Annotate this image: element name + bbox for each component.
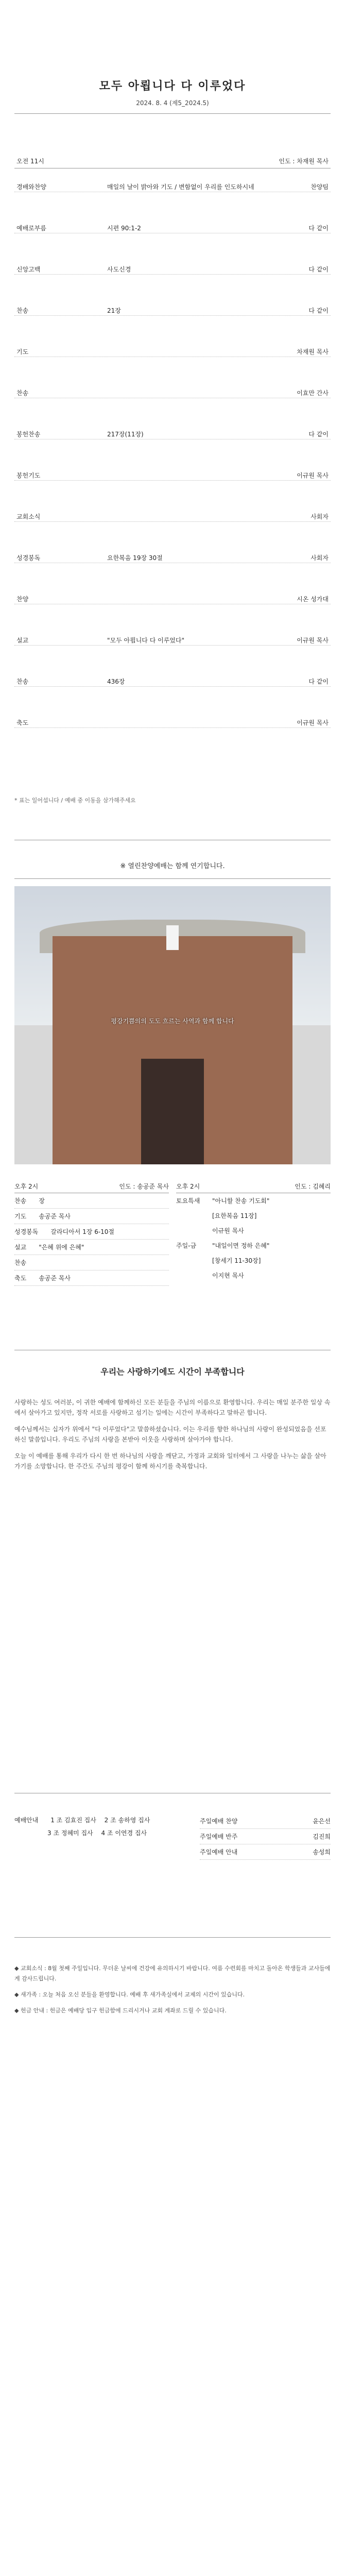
notice: ※ 열린찬양예배는 함께 연기합니다. — [120, 862, 225, 870]
worship-row-label: 봉헌찬송 — [16, 431, 41, 438]
servants-side-label: 주일예배 찬양 — [200, 1818, 238, 1825]
worship-row — [14, 592, 331, 604]
worship-row-label: 찬송 — [16, 389, 29, 397]
announcement-item: ◆ 헌금 안내 : 헌금은 예배당 입구 헌금함에 드리시거나 교회 계좌로 드릴 수 있습니다. — [14, 2007, 227, 2014]
church-photo — [14, 886, 331, 1164]
worship-row-content: 시편 90:1-2 — [107, 225, 141, 232]
side-row-value: [창세기 11-30장] — [212, 1257, 261, 1264]
afternoon-leader: 인도 : 송공준 목사 — [119, 1183, 169, 1190]
worship-row-leader: 차재원 목사 — [297, 348, 329, 355]
worship-row — [14, 386, 331, 398]
servants-left — [14, 1814, 184, 1839]
afternoon-row — [14, 1224, 169, 1240]
servants-side-row — [200, 1829, 331, 1844]
announcement-item: ◆ 새가족 : 오늘 처음 오신 분들을 환영합니다. 예배 후 새가족실에서 교제의 시간이 있습니다. — [14, 1991, 245, 1998]
worship-note: * 표는 일어섭니다 / 예배 중 이동을 삼가해주세요 — [14, 797, 136, 804]
side-row — [176, 1223, 331, 1238]
worship-row-content: "모두 아룁니다 다 이루었다" — [107, 637, 184, 644]
worship-row-content: 217장(11장) — [107, 431, 144, 438]
afternoon-row-label: 설교 — [14, 1244, 27, 1251]
sermon-paragraph: 오늘 이 예배를 통해 우리가 다시 한 번 하나님의 사랑을 깨닫고, 가정과 교회와 일터에서 그 사랑을 나누는 삶을 살아가기를 소망합니다. 한 주간도 주님의 평강이 함께 하시기를 축복합니다. — [14, 1452, 326, 1470]
divider — [14, 1937, 331, 1938]
side-row-value: 이지현 목사 — [212, 1272, 244, 1279]
afternoon-row-value: 송공준 목사 — [39, 1275, 71, 1282]
afternoon-row-value: "은혜 위에 은혜" — [39, 1244, 84, 1251]
servants-side-row — [200, 1844, 331, 1860]
worship-row — [14, 716, 331, 728]
afternoon-row-value: 송공준 목사 — [39, 1213, 71, 1220]
worship-leader: 인도 : 차재원 목사 — [279, 158, 329, 165]
afternoon-left — [14, 1180, 169, 1286]
page-title: 모두 아룁니다 다 이루었다 — [99, 80, 246, 93]
worship-row — [14, 263, 331, 275]
worship-row — [14, 469, 331, 481]
afternoon-row — [14, 1209, 169, 1224]
afternoon-row-value: 갈라디아서 1장 6-10절 — [50, 1228, 115, 1235]
afternoon-heading — [14, 1180, 169, 1193]
side-row-label: 토요특새 — [176, 1197, 200, 1205]
afternoon-row — [14, 1270, 169, 1286]
worship-row-label: 찬송 — [16, 307, 29, 314]
servants-value: 3 조 정혜미 집사 — [47, 1829, 93, 1837]
sermon-body — [14, 1391, 331, 1478]
worship-row — [14, 510, 331, 522]
side-row — [176, 1208, 331, 1223]
worship-row-label: 예배로부름 — [16, 225, 46, 232]
servants-side-value: 송성희 — [313, 1849, 331, 1856]
side-row-value: "아니할 찬송 기도회" — [212, 1197, 270, 1205]
worship-row-label: 봉헌기도 — [16, 472, 41, 479]
afternoon-time: 오후 2시 — [14, 1183, 39, 1190]
side-row-value: 이규원 목사 — [212, 1227, 244, 1234]
church-door — [141, 1059, 204, 1164]
side-row — [176, 1253, 331, 1268]
worship-row-leader: 이규원 목사 — [297, 472, 329, 479]
worship-row — [14, 675, 331, 687]
side-order — [176, 1193, 331, 1283]
afternoon-row-label: 찬송 — [14, 1259, 27, 1266]
divider — [14, 113, 331, 114]
worship-time: 오전 11시 — [16, 158, 44, 165]
worship-row-leader: 시온 성가대 — [297, 596, 329, 603]
worship-row — [14, 345, 331, 357]
servants-side-label: 주일예배 반주 — [200, 1833, 238, 1840]
worship-heading — [14, 155, 331, 166]
worship-row-label: 기도 — [16, 348, 29, 355]
worship-row-label: 찬송 — [16, 678, 29, 685]
afternoon-row — [14, 1255, 169, 1270]
side-time: 오후 2시 — [176, 1183, 200, 1190]
worship-row-content: 매일의 날이 밝아와 기도 / 변함없이 우리를 인도하시네 — [107, 183, 254, 191]
worship-row — [14, 634, 331, 646]
worship-row-leader: 다 같이 — [308, 266, 329, 273]
worship-row-leader: 다 같이 — [308, 678, 329, 685]
sermon-title: 우리는 사랑하기에도 시간이 부족합니다 — [100, 1367, 245, 1377]
worship-row — [14, 551, 331, 563]
servants-side-row — [200, 1814, 331, 1829]
servants-value: 1 조 김효진 집사 — [50, 1817, 96, 1824]
worship-row — [14, 304, 331, 316]
side-heading — [176, 1180, 331, 1193]
worship-row-label: 신앙고백 — [16, 266, 41, 273]
afternoon-row — [14, 1193, 169, 1209]
worship-row-leader: 다 같이 — [308, 307, 329, 314]
worship-row — [14, 180, 331, 192]
afternoon-row-label: 성경봉독 — [14, 1228, 39, 1235]
sermon-paragraph: 예수님께서는 십자가 위에서 "다 이루었다"고 말씀하셨습니다. 이는 우리를 향한 하나님의 사랑이 완성되었음을 선포하신 말씀입니다. 우리도 주님의 사랑을 본받아 이웃을 사랑하며 살아가야 합니다. — [14, 1426, 326, 1443]
worship-row — [14, 222, 331, 233]
announcements — [14, 1958, 331, 2022]
cross-icon — [166, 925, 179, 951]
side-row — [176, 1268, 331, 1283]
side-row-value: [요한복음 11장] — [212, 1212, 257, 1219]
afternoon-row-value: 장 — [39, 1197, 45, 1205]
worship-row-content: 21장 — [107, 307, 121, 314]
worship-row-content: 사도신경 — [107, 266, 131, 273]
worship-row-leader: 이효만 간사 — [297, 389, 329, 397]
worship-row-label: 축도 — [16, 719, 29, 726]
worship-row-leader: 이규원 목사 — [297, 637, 329, 644]
worship-row-leader: 사회자 — [310, 513, 329, 520]
worship-row-label: 경배와찬양 — [16, 183, 46, 191]
worship-row-leader: 다 같이 — [308, 431, 329, 438]
bulletin-date: 2024. 8. 4 (제5_2024.5) — [136, 99, 209, 107]
afternoon-row-label: 찬송 — [14, 1197, 27, 1205]
worship-row-leader: 찬양팀 — [310, 183, 329, 191]
side-row — [176, 1193, 331, 1208]
side-row-value: "내일이면 정하 은혜" — [212, 1242, 270, 1249]
afternoon-row-label: 기도 — [14, 1213, 27, 1220]
worship-row-label: 설교 — [16, 637, 29, 644]
servants-label: 예배안내 — [14, 1817, 39, 1824]
servants-side-label: 주일예배 안내 — [200, 1849, 238, 1856]
worship-row-label: 교회소식 — [16, 513, 41, 520]
afternoon-row-label: 축도 — [14, 1275, 27, 1282]
worship-row-content: 요한복음 19장 30절 — [107, 554, 163, 562]
worship-row-leader: 이규원 목사 — [297, 719, 329, 726]
announcement-item: ◆ 교회소식 : 8월 첫째 주일입니다. 무더운 날씨에 건강에 유의하시기 바랍니다. 여름 수련회를 마치고 돌아온 학생들과 교사들에게 감사드립니다. — [14, 1965, 331, 1982]
afternoon-right — [176, 1180, 331, 1283]
photo-caption: 평강기쁨의의 도도 흐르는 사역과 함께 합니다 — [111, 1017, 234, 1025]
worship-row-content: 436장 — [107, 678, 125, 685]
afternoon-row — [14, 1240, 169, 1255]
header — [14, 77, 331, 107]
servants-right — [200, 1814, 331, 1860]
servants-value: 4 조 이연경 집사 — [101, 1829, 147, 1837]
side-leader: 인도 : 김혜리 — [295, 1183, 331, 1190]
servants-row — [14, 1814, 184, 1826]
worship-row-label: 찬양 — [16, 596, 29, 603]
servants-side-value: 김진희 — [313, 1833, 331, 1840]
servants-value: 2 조 송하영 집사 — [104, 1817, 150, 1824]
sermon-paragraph: 사랑하는 성도 여러분, 이 귀한 예배에 함께하신 모든 분들을 주님의 이름으로 환영합니다. 우리는 매일 분주한 일상 속에서 살아가고 있지만, 정작 서로를 사랑하고 섬기는 일에는 시간이 부족하다고 말하곤 합니다. — [14, 1399, 331, 1416]
side-row-label: 주일-금 — [176, 1242, 197, 1249]
worship-row-leader: 사회자 — [310, 554, 329, 562]
worship-row — [14, 428, 331, 439]
afternoon-order — [14, 1193, 169, 1286]
worship-row-label: 성경봉독 — [16, 554, 41, 562]
servants-side-value: 윤은선 — [313, 1818, 331, 1825]
worship-row-leader: 다 같이 — [308, 225, 329, 232]
side-row — [176, 1238, 331, 1253]
servants-row — [14, 1826, 184, 1839]
divider — [14, 878, 331, 879]
